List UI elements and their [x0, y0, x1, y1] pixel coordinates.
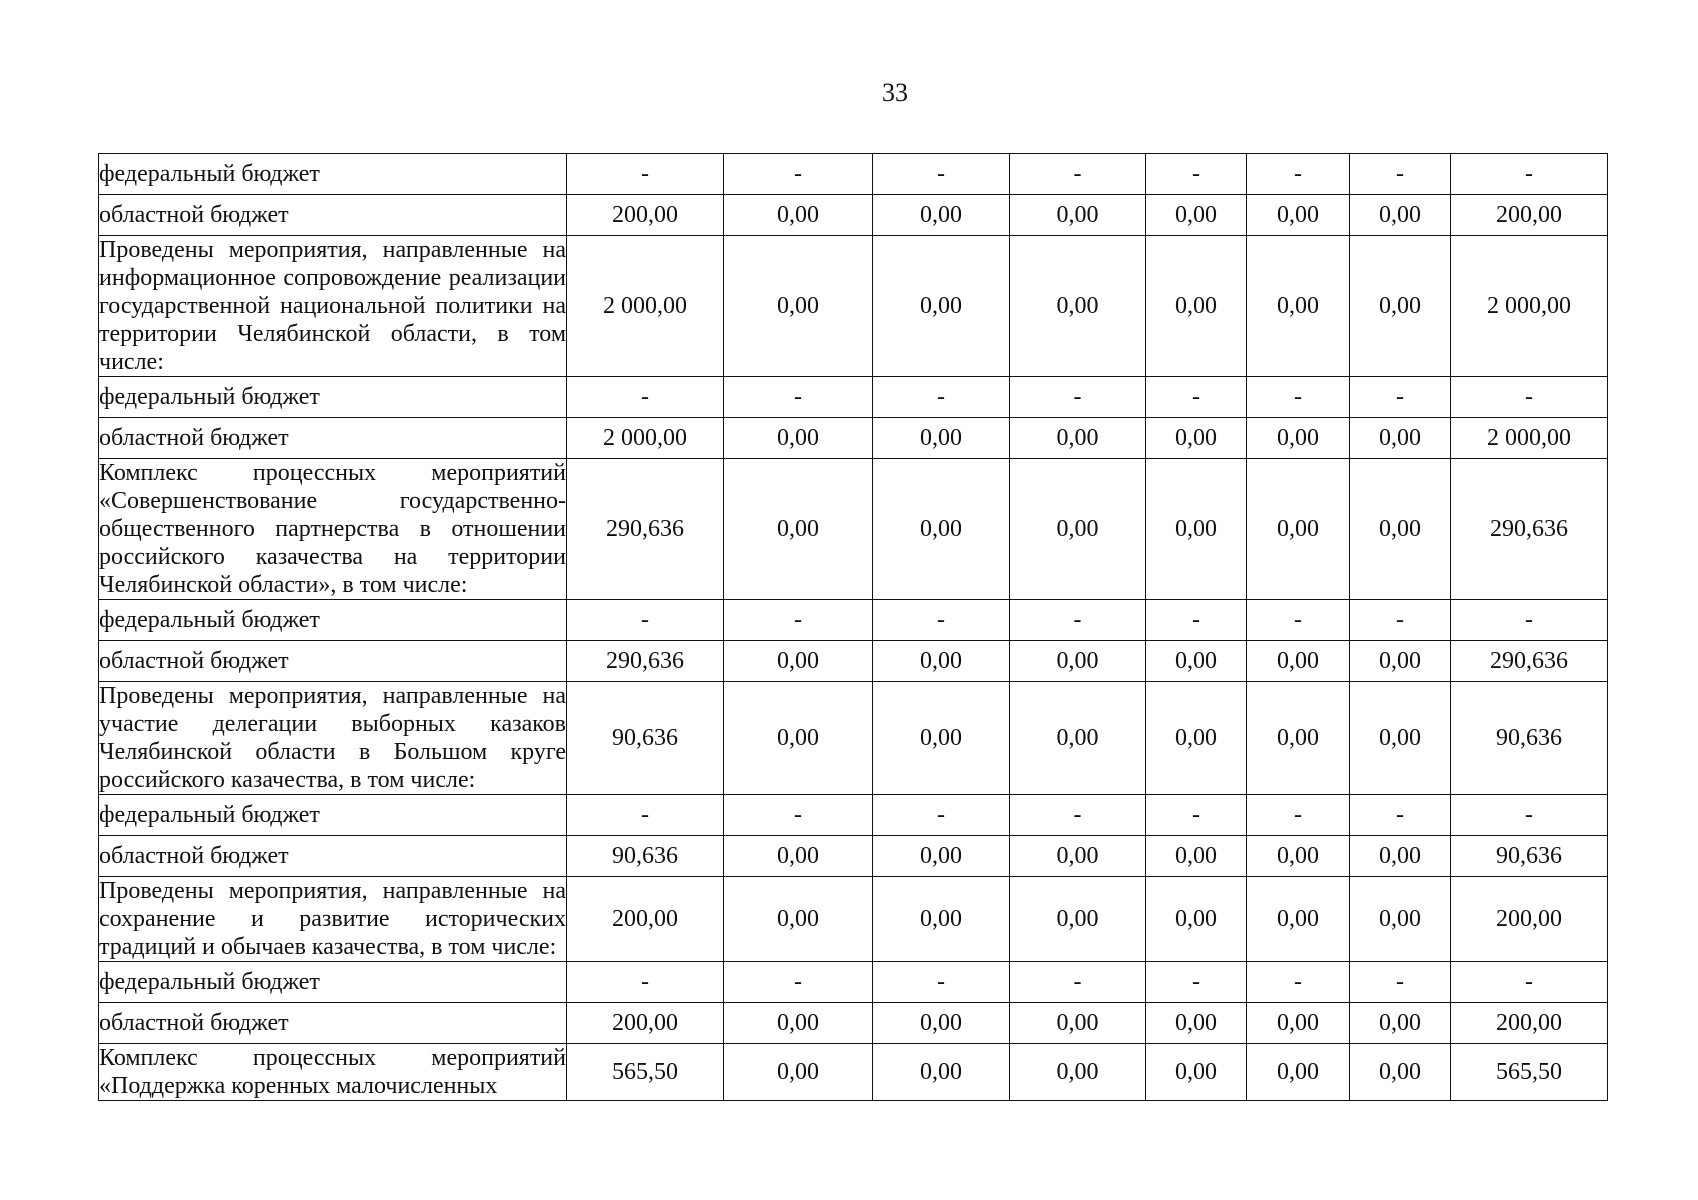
table-row — [99, 195, 1608, 236]
value-cell: - — [1451, 962, 1608, 1003]
value-cell: 0,00 — [1010, 418, 1146, 459]
row-description: федеральный бюджет — [99, 795, 567, 836]
row-description: Проведены мероприятия, направленные на информационное сопровождение реализации государственной национальной политики на территории Челябинской области, в том числе: — [99, 237, 566, 375]
value-cell: 290,636 — [1451, 459, 1608, 600]
value-cell: - — [1247, 962, 1350, 1003]
value-cell: 0,00 — [1350, 1003, 1451, 1044]
value-cell: 0,00 — [1350, 236, 1451, 377]
value-cell: - — [1247, 795, 1350, 836]
value-cell: - — [1010, 377, 1146, 418]
value-cell: 0,00 — [873, 1044, 1010, 1101]
row-description: Комплекс процессных мероприятий «Совершенствование государственно-общественного партнерства в отношении российского казачества на территории Челябинской области», в том числе: — [99, 460, 566, 598]
value-cell: 0,00 — [724, 195, 873, 236]
value-cell: - — [1247, 600, 1350, 641]
value-cell: 0,00 — [1350, 1044, 1451, 1101]
value-cell: 0,00 — [724, 236, 873, 377]
value-cell: 0,00 — [1010, 1003, 1146, 1044]
value-cell: - — [1451, 377, 1608, 418]
value-cell: - — [873, 962, 1010, 1003]
value-cell: 200,00 — [567, 195, 724, 236]
value-cell: 290,636 — [567, 459, 724, 600]
table-row — [99, 641, 1608, 682]
value-cell: 0,00 — [1350, 459, 1451, 600]
value-cell: - — [1010, 600, 1146, 641]
value-cell: - — [1146, 600, 1247, 641]
value-cell: 0,00 — [1247, 418, 1350, 459]
row-description: Проведены мероприятия, направленные на участие делегации выборных казаков Челябинской области в Большом круге российского казачества, в том числе: — [99, 683, 566, 793]
value-cell: - — [1350, 154, 1451, 195]
value-cell: - — [1350, 600, 1451, 641]
value-cell: 200,00 — [567, 877, 724, 962]
value-cell: 90,636 — [567, 682, 724, 795]
value-cell: - — [724, 795, 873, 836]
value-cell: 0,00 — [1146, 1044, 1247, 1101]
value-cell: 2 000,00 — [1451, 236, 1608, 377]
value-cell: 0,00 — [1350, 877, 1451, 962]
value-cell: - — [567, 962, 724, 1003]
value-cell: 0,00 — [873, 836, 1010, 877]
value-cell: 200,00 — [567, 1003, 724, 1044]
value-cell: 0,00 — [1010, 641, 1146, 682]
row-description: Проведены мероприятия, направленные на сохранение и развитие исторических традиций и обычаев казачества, в том числе: — [99, 878, 566, 960]
row-description: Комплекс процессных мероприятий «Поддержка коренных малочисленных — [99, 1045, 566, 1099]
value-cell: - — [1247, 154, 1350, 195]
value-cell: 0,00 — [873, 877, 1010, 962]
value-cell: - — [1451, 154, 1608, 195]
value-cell: 0,00 — [1247, 877, 1350, 962]
value-cell: 200,00 — [1451, 195, 1608, 236]
value-cell: 0,00 — [1010, 236, 1146, 377]
value-cell: - — [567, 377, 724, 418]
value-cell: 0,00 — [1146, 877, 1247, 962]
value-cell: - — [873, 600, 1010, 641]
value-cell: 0,00 — [724, 877, 873, 962]
value-cell: 0,00 — [1010, 836, 1146, 877]
page-number: 33 — [882, 78, 908, 107]
value-cell: 0,00 — [724, 836, 873, 877]
value-cell: 0,00 — [1247, 236, 1350, 377]
value-cell: 0,00 — [1146, 1003, 1247, 1044]
value-cell: 0,00 — [1010, 877, 1146, 962]
value-cell: 0,00 — [1247, 1044, 1350, 1101]
value-cell: - — [1146, 377, 1247, 418]
value-cell: 2 000,00 — [1451, 418, 1608, 459]
value-cell: 0,00 — [873, 195, 1010, 236]
value-cell: 0,00 — [1350, 836, 1451, 877]
value-cell: 0,00 — [873, 1003, 1010, 1044]
value-cell: 0,00 — [1010, 682, 1146, 795]
value-cell: - — [873, 377, 1010, 418]
value-cell: 2 000,00 — [567, 418, 724, 459]
value-cell: 0,00 — [1146, 418, 1247, 459]
value-cell: 0,00 — [1010, 1044, 1146, 1101]
value-cell: - — [1146, 795, 1247, 836]
value-cell: 290,636 — [1451, 641, 1608, 682]
value-cell: 0,00 — [1247, 1003, 1350, 1044]
value-cell: 0,00 — [1010, 195, 1146, 236]
value-cell: - — [1146, 154, 1247, 195]
value-cell: 565,50 — [567, 1044, 724, 1101]
value-cell: - — [724, 962, 873, 1003]
value-cell: 0,00 — [1146, 236, 1247, 377]
row-description: федеральный бюджет — [99, 377, 567, 418]
table-row — [99, 1044, 1608, 1101]
table-body — [99, 154, 1608, 1101]
value-cell: 0,00 — [1247, 682, 1350, 795]
value-cell: - — [873, 154, 1010, 195]
row-description: областной бюджет — [99, 836, 567, 877]
value-cell: - — [567, 154, 724, 195]
value-cell: 0,00 — [1350, 195, 1451, 236]
value-cell: 0,00 — [724, 1003, 873, 1044]
table-row — [99, 600, 1608, 641]
value-cell: 0,00 — [1010, 459, 1146, 600]
row-description: федеральный бюджет — [99, 962, 567, 1003]
value-cell: - — [1010, 795, 1146, 836]
value-cell: 0,00 — [1247, 641, 1350, 682]
value-cell: 200,00 — [1451, 877, 1608, 962]
table-row — [99, 459, 1608, 600]
value-cell: 0,00 — [1350, 418, 1451, 459]
value-cell: 0,00 — [1247, 836, 1350, 877]
value-cell: 90,636 — [1451, 836, 1608, 877]
value-cell: 0,00 — [1146, 836, 1247, 877]
value-cell: - — [567, 600, 724, 641]
value-cell: 90,636 — [567, 836, 724, 877]
value-cell: 0,00 — [1350, 641, 1451, 682]
row-description: областной бюджет — [99, 641, 567, 682]
value-cell: 90,636 — [1451, 682, 1608, 795]
value-cell: 290,636 — [567, 641, 724, 682]
value-cell: 0,00 — [1247, 459, 1350, 600]
table-row — [99, 236, 1608, 377]
table-row — [99, 682, 1608, 795]
value-cell: - — [1451, 600, 1608, 641]
row-description: областной бюджет — [99, 418, 567, 459]
table-row — [99, 836, 1608, 877]
value-cell: - — [873, 795, 1010, 836]
value-cell: - — [724, 377, 873, 418]
table-row — [99, 377, 1608, 418]
value-cell: 0,00 — [724, 1044, 873, 1101]
table-row — [99, 795, 1608, 836]
value-cell: - — [724, 154, 873, 195]
value-cell: - — [1010, 154, 1146, 195]
value-cell: - — [1247, 377, 1350, 418]
value-cell: 200,00 — [1451, 1003, 1608, 1044]
row-description: федеральный бюджет — [99, 154, 567, 195]
value-cell: 0,00 — [873, 236, 1010, 377]
row-description: федеральный бюджет — [99, 600, 567, 641]
value-cell: 0,00 — [873, 459, 1010, 600]
value-cell: 0,00 — [1146, 682, 1247, 795]
table-row — [99, 154, 1608, 195]
budget-table — [98, 153, 1608, 1101]
value-cell: - — [1010, 962, 1146, 1003]
value-cell: 0,00 — [724, 459, 873, 600]
value-cell: - — [1146, 962, 1247, 1003]
value-cell: 0,00 — [1350, 682, 1451, 795]
value-cell: - — [1350, 377, 1451, 418]
row-description: областной бюджет — [99, 1003, 567, 1044]
table-row — [99, 418, 1608, 459]
value-cell: - — [567, 795, 724, 836]
value-cell: 565,50 — [1451, 1044, 1608, 1101]
value-cell: 0,00 — [724, 418, 873, 459]
value-cell: 2 000,00 — [567, 236, 724, 377]
value-cell: 0,00 — [1146, 459, 1247, 600]
value-cell: 0,00 — [1146, 195, 1247, 236]
value-cell: 0,00 — [1146, 641, 1247, 682]
value-cell: - — [724, 600, 873, 641]
value-cell: - — [1350, 795, 1451, 836]
value-cell: 0,00 — [873, 682, 1010, 795]
value-cell: 0,00 — [724, 682, 873, 795]
value-cell: 0,00 — [873, 418, 1010, 459]
value-cell: 0,00 — [873, 641, 1010, 682]
table-row — [99, 1003, 1608, 1044]
table-row — [99, 877, 1608, 962]
value-cell: 0,00 — [724, 641, 873, 682]
value-cell: - — [1350, 962, 1451, 1003]
value-cell: - — [1451, 795, 1608, 836]
row-description: областной бюджет — [99, 195, 567, 236]
table-row — [99, 962, 1608, 1003]
value-cell: 0,00 — [1247, 195, 1350, 236]
